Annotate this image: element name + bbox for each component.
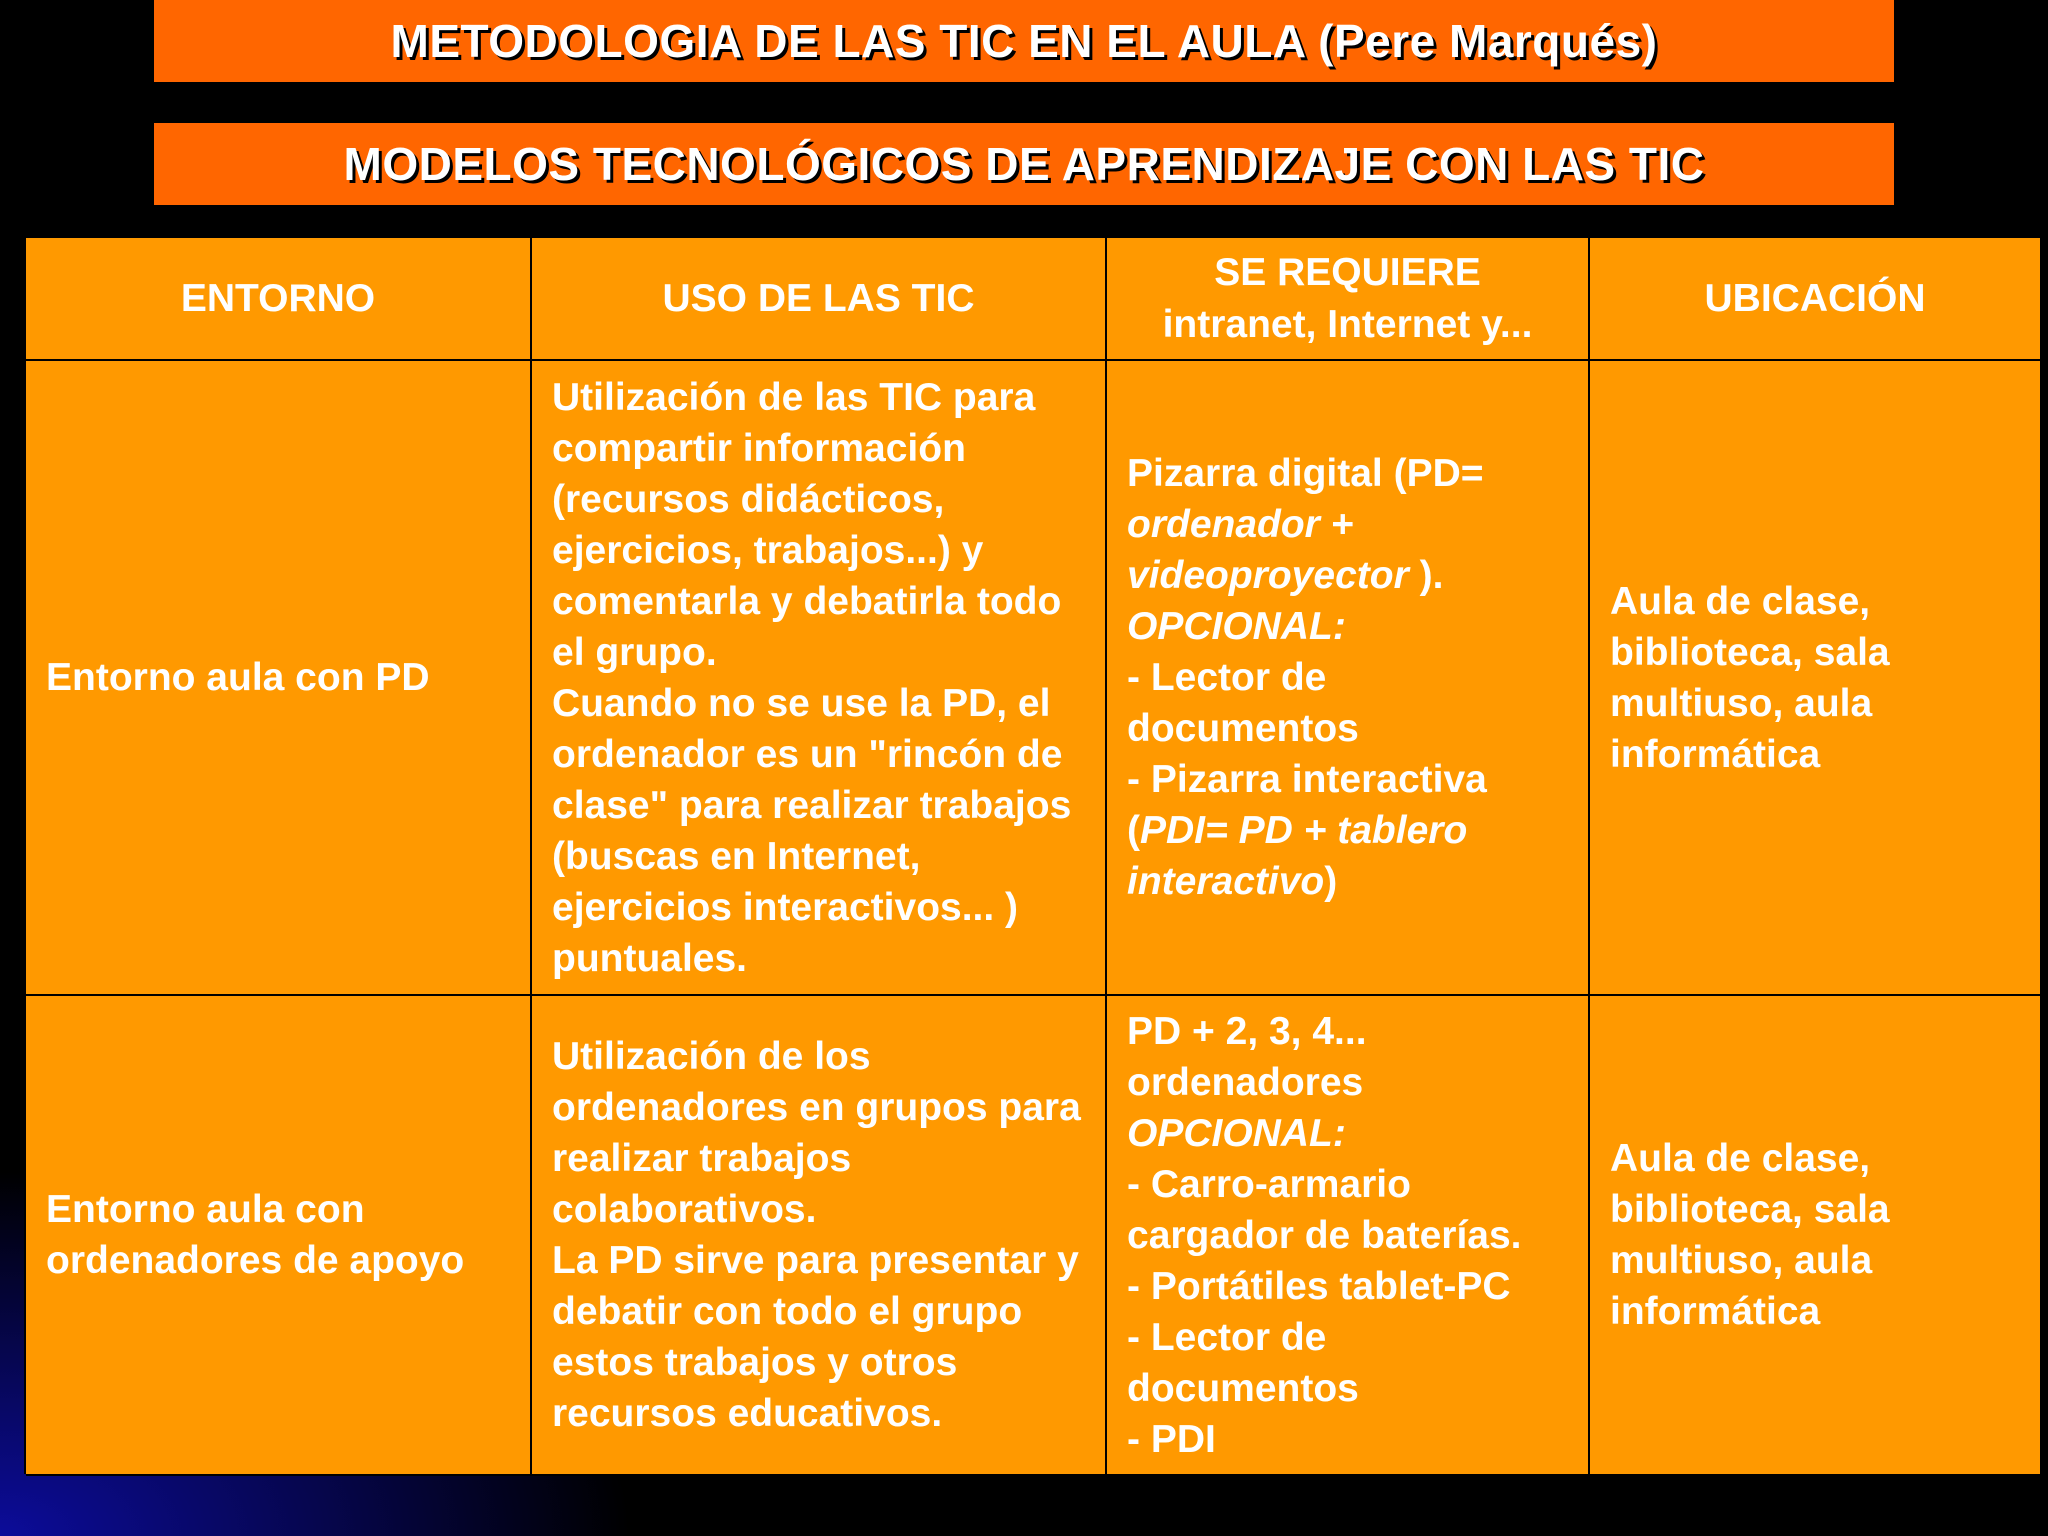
row2-requiere-part-1: PD + 2, 3, 4... ordenadores: [1127, 1009, 1367, 1104]
models-table: [24, 236, 2040, 1474]
row2-requiere-text: [1127, 1006, 1568, 1465]
row1-uso-text: Utilización de las TIC para compartir información (recursos didácticos, ejercicios, trabajos...) y comentarla y debatirla todo el grupo. Cuando no se use la PD, el ordenador es un "rincón de clase" para realizar trabajos (buscas en Internet, ejercicios interactivos... ) puntuales.: [552, 375, 1072, 980]
row1-ubicacion: [1590, 361, 2042, 996]
row2-uso: [532, 996, 1107, 1476]
header-uso: [532, 238, 1107, 361]
row1-ubicacion-text: Aula de clase, biblioteca, sala multiuso, aula informática: [1610, 579, 1890, 776]
row2-ubicacion-text: Aula de clase, biblioteca, sala multiuso, aula informática: [1610, 1137, 1890, 1333]
row1-entorno: [26, 361, 532, 996]
slide-subtitle: MODELOS TECNOLÓGICOS DE APRENDIZAJE CON LAS TIC: [154, 123, 1894, 205]
row1-requiere-part-1: Pizarra digital (PD=: [1127, 452, 1484, 495]
row2-requiere: [1107, 996, 1590, 1476]
row1-requiere-part-3: ).: [1419, 554, 1444, 597]
row2-entorno-text: Entorno aula con ordenadores de apoyo: [46, 1188, 465, 1282]
row1-requiere: [1107, 361, 1590, 996]
row1-requiere-part-7: ): [1324, 860, 1338, 903]
header-requiere-label: SE REQUIERE intranet, Internet y...: [1162, 250, 1533, 346]
row2-entorno: [26, 996, 532, 1476]
slide-title: METODOLOGIA DE LAS TIC EN EL AULA (Pere Marqués): [154, 0, 1894, 82]
header-requiere: [1107, 238, 1590, 361]
row1-requiere-part-4: OPCIONAL:: [1127, 605, 1346, 648]
row2-uso-text: Utilización de los ordenadores en grupos para realizar trabajos colaborativos. La PD sirve para presentar y debatir con todo el grupo estos trabajos y otros recursos educativos.: [552, 1035, 1081, 1435]
row2-ubicacion: [1590, 996, 2042, 1476]
row1-requiere-text: [1127, 448, 1568, 907]
row1-entorno-text: Entorno aula con PD: [46, 656, 430, 699]
header-entorno-label: ENTORNO: [180, 276, 376, 320]
row2-requiere-part-2: OPCIONAL:: [1127, 1111, 1346, 1155]
header-ubicacion-label: UBICACIÓN: [1704, 276, 1926, 320]
row1-uso: [532, 361, 1107, 996]
row1-requiere-part-5: - Lector de documentos - Pizarra interactiva (: [1127, 656, 1487, 852]
row1-requiere-part-6: PDI= PD + tablero interactivo: [1127, 809, 1468, 903]
row1-requiere-part-2: ordenador + videoproyector: [1127, 503, 1409, 597]
row2-requiere-part-3: - Carro-armario cargador de baterías. - Portátiles tablet-PC - Lector de documentos - PDI: [1127, 1162, 1522, 1461]
header-entorno: [26, 238, 532, 361]
header-ubicacion: [1590, 238, 2042, 361]
header-uso-label: USO DE LAS TIC: [662, 276, 975, 320]
